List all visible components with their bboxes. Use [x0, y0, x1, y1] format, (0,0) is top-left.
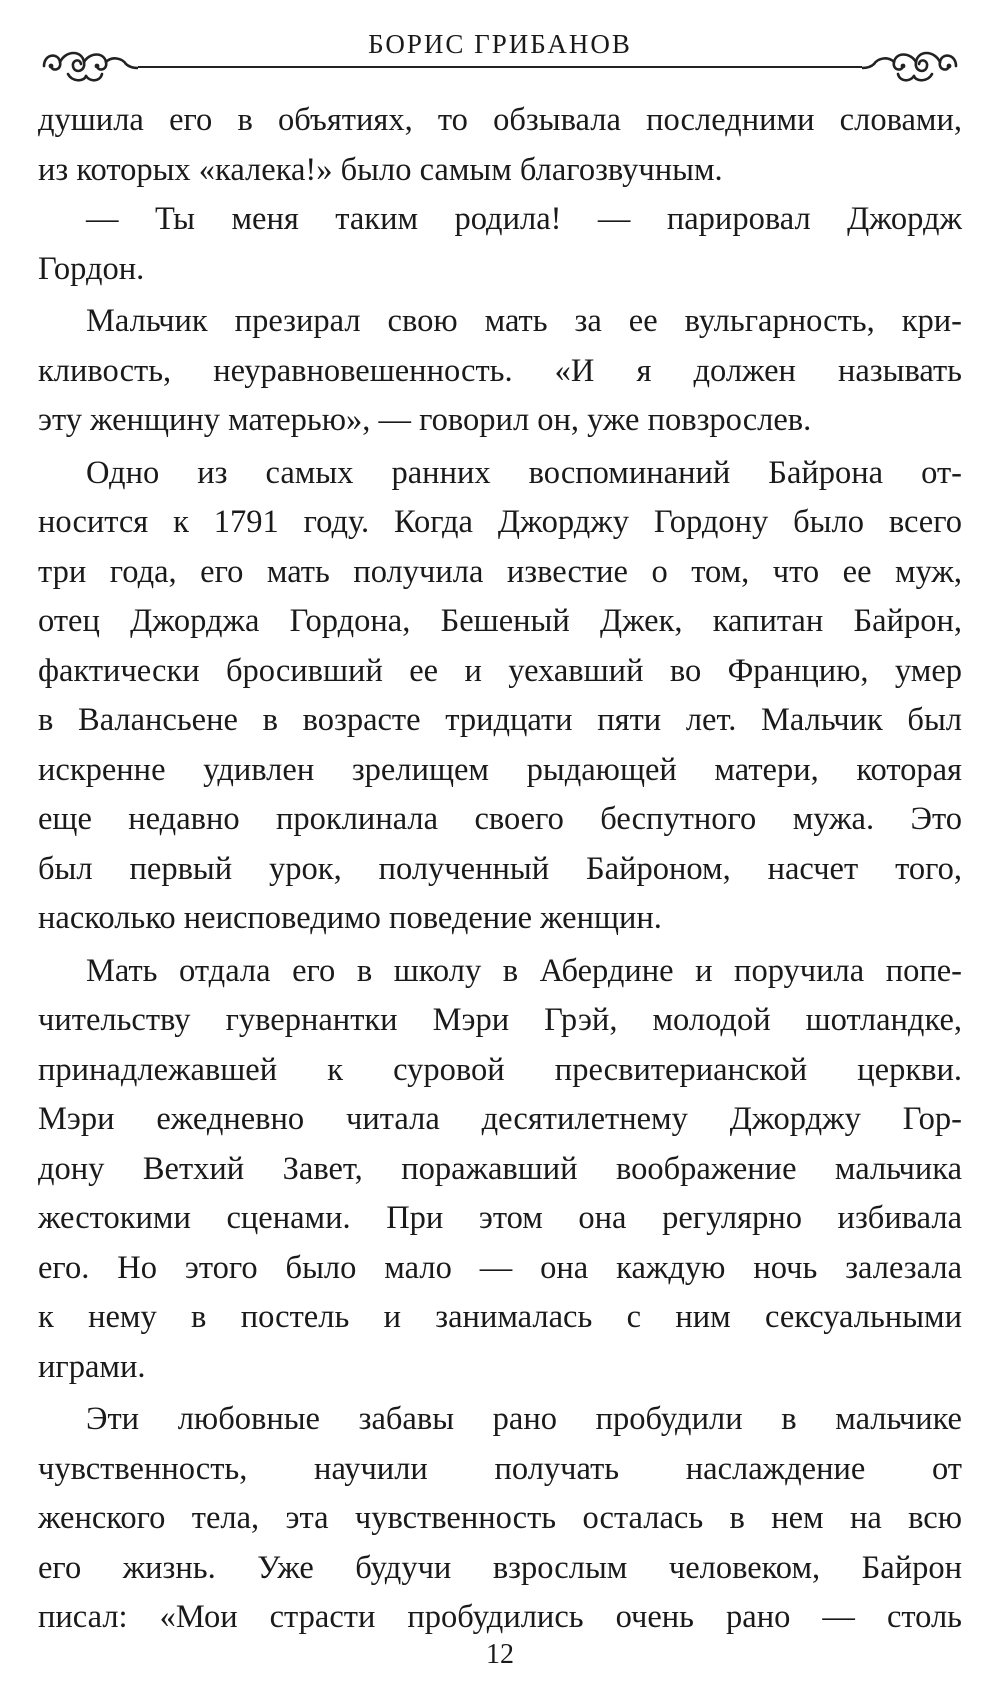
text-line: еще недавно проклинала своего беспутного мужа. Это [38, 801, 962, 837]
text-line: Эти любовные забавы рано пробудили в мальчике [86, 1401, 962, 1437]
text-line: его жизнь. Уже будучи взрослым человеком, Байрон [38, 1549, 962, 1586]
text-line: был первый урок, полученный Байроном, насчет того, [38, 850, 962, 887]
text-line: дону Ветхий Завет, поражавший воображение мальчика [38, 1150, 962, 1187]
running-head [38, 26, 962, 82]
text-line: Мать отдала его в школу в Абердине и поручила попе- [86, 952, 962, 989]
text-line: принадлежавшей к суровой пресвитерианской церкви. [38, 1051, 962, 1088]
text-line: насколько неисповедимо поведение женщин. [38, 900, 662, 936]
scroll-ornament-icon [862, 40, 962, 86]
text-line: кливость, неуравновешенность. «И я должен называть [38, 352, 962, 389]
text-line: чительству гувернантки Мэри Грэй, молодой шотландке, [38, 1002, 962, 1038]
text-line: Мальчик презирал свою мать за ее вульгарность, кри- [86, 303, 962, 339]
text-line: искренне удивлен зрелищем рыдающей матери, которая [38, 751, 962, 788]
text-line: Мэри ежедневно читала десятилетнему Джорджу Гор- [38, 1101, 962, 1137]
text-line: — Ты меня таким родила! — парировал Джордж [86, 201, 962, 237]
text-line: играми. [38, 1348, 146, 1385]
text-line: фактически бросивший ее и уехавший во Францию, умер [38, 652, 962, 689]
page-number: 12 [486, 1639, 514, 1670]
text-line: эту женщину матерью», — говорил он, уже повзрослев. [38, 402, 812, 438]
text-line: его. Но этого было мало — она каждую ночь залезала [38, 1249, 962, 1286]
body-text [38, 96, 962, 1643]
text-line: из которых «калека!» было самым благозвучным. [38, 151, 723, 188]
header-rule [138, 66, 862, 68]
text-line: отец Джорджа Гордона, Бешеный Джек, капитан Байрон, [38, 603, 962, 639]
text-line: Гордон. [38, 250, 145, 287]
text-line: писал: «Мои страсти пробудились очень рано — столь [38, 1599, 962, 1635]
running-title: БОРИС ГРИБАНОВ [368, 29, 632, 59]
text-line: Одно из самых ранних воспоминаний Байрона от- [86, 454, 962, 491]
text-line: жестокими сценами. При этом она регулярно избивала [38, 1200, 962, 1236]
text-line: в Валансьене в возрасте тридцати пяти лет. Мальчик был [38, 702, 962, 738]
text-line: носится к 1791 году. Когда Джорджу Гордону было всего [38, 504, 962, 540]
text-line: чувственность, научили получать наслаждение от [38, 1450, 962, 1487]
text-line: к нему в постель и занималась с ним сексуальными [38, 1299, 962, 1335]
text-line: три года, его мать получила известие о том, что ее муж, [38, 553, 962, 590]
text-line: женского тела, эта чувственность осталась в нем на всю [38, 1500, 962, 1536]
text-line: душила его в объятиях, то обзывала последними словами, [38, 102, 962, 138]
